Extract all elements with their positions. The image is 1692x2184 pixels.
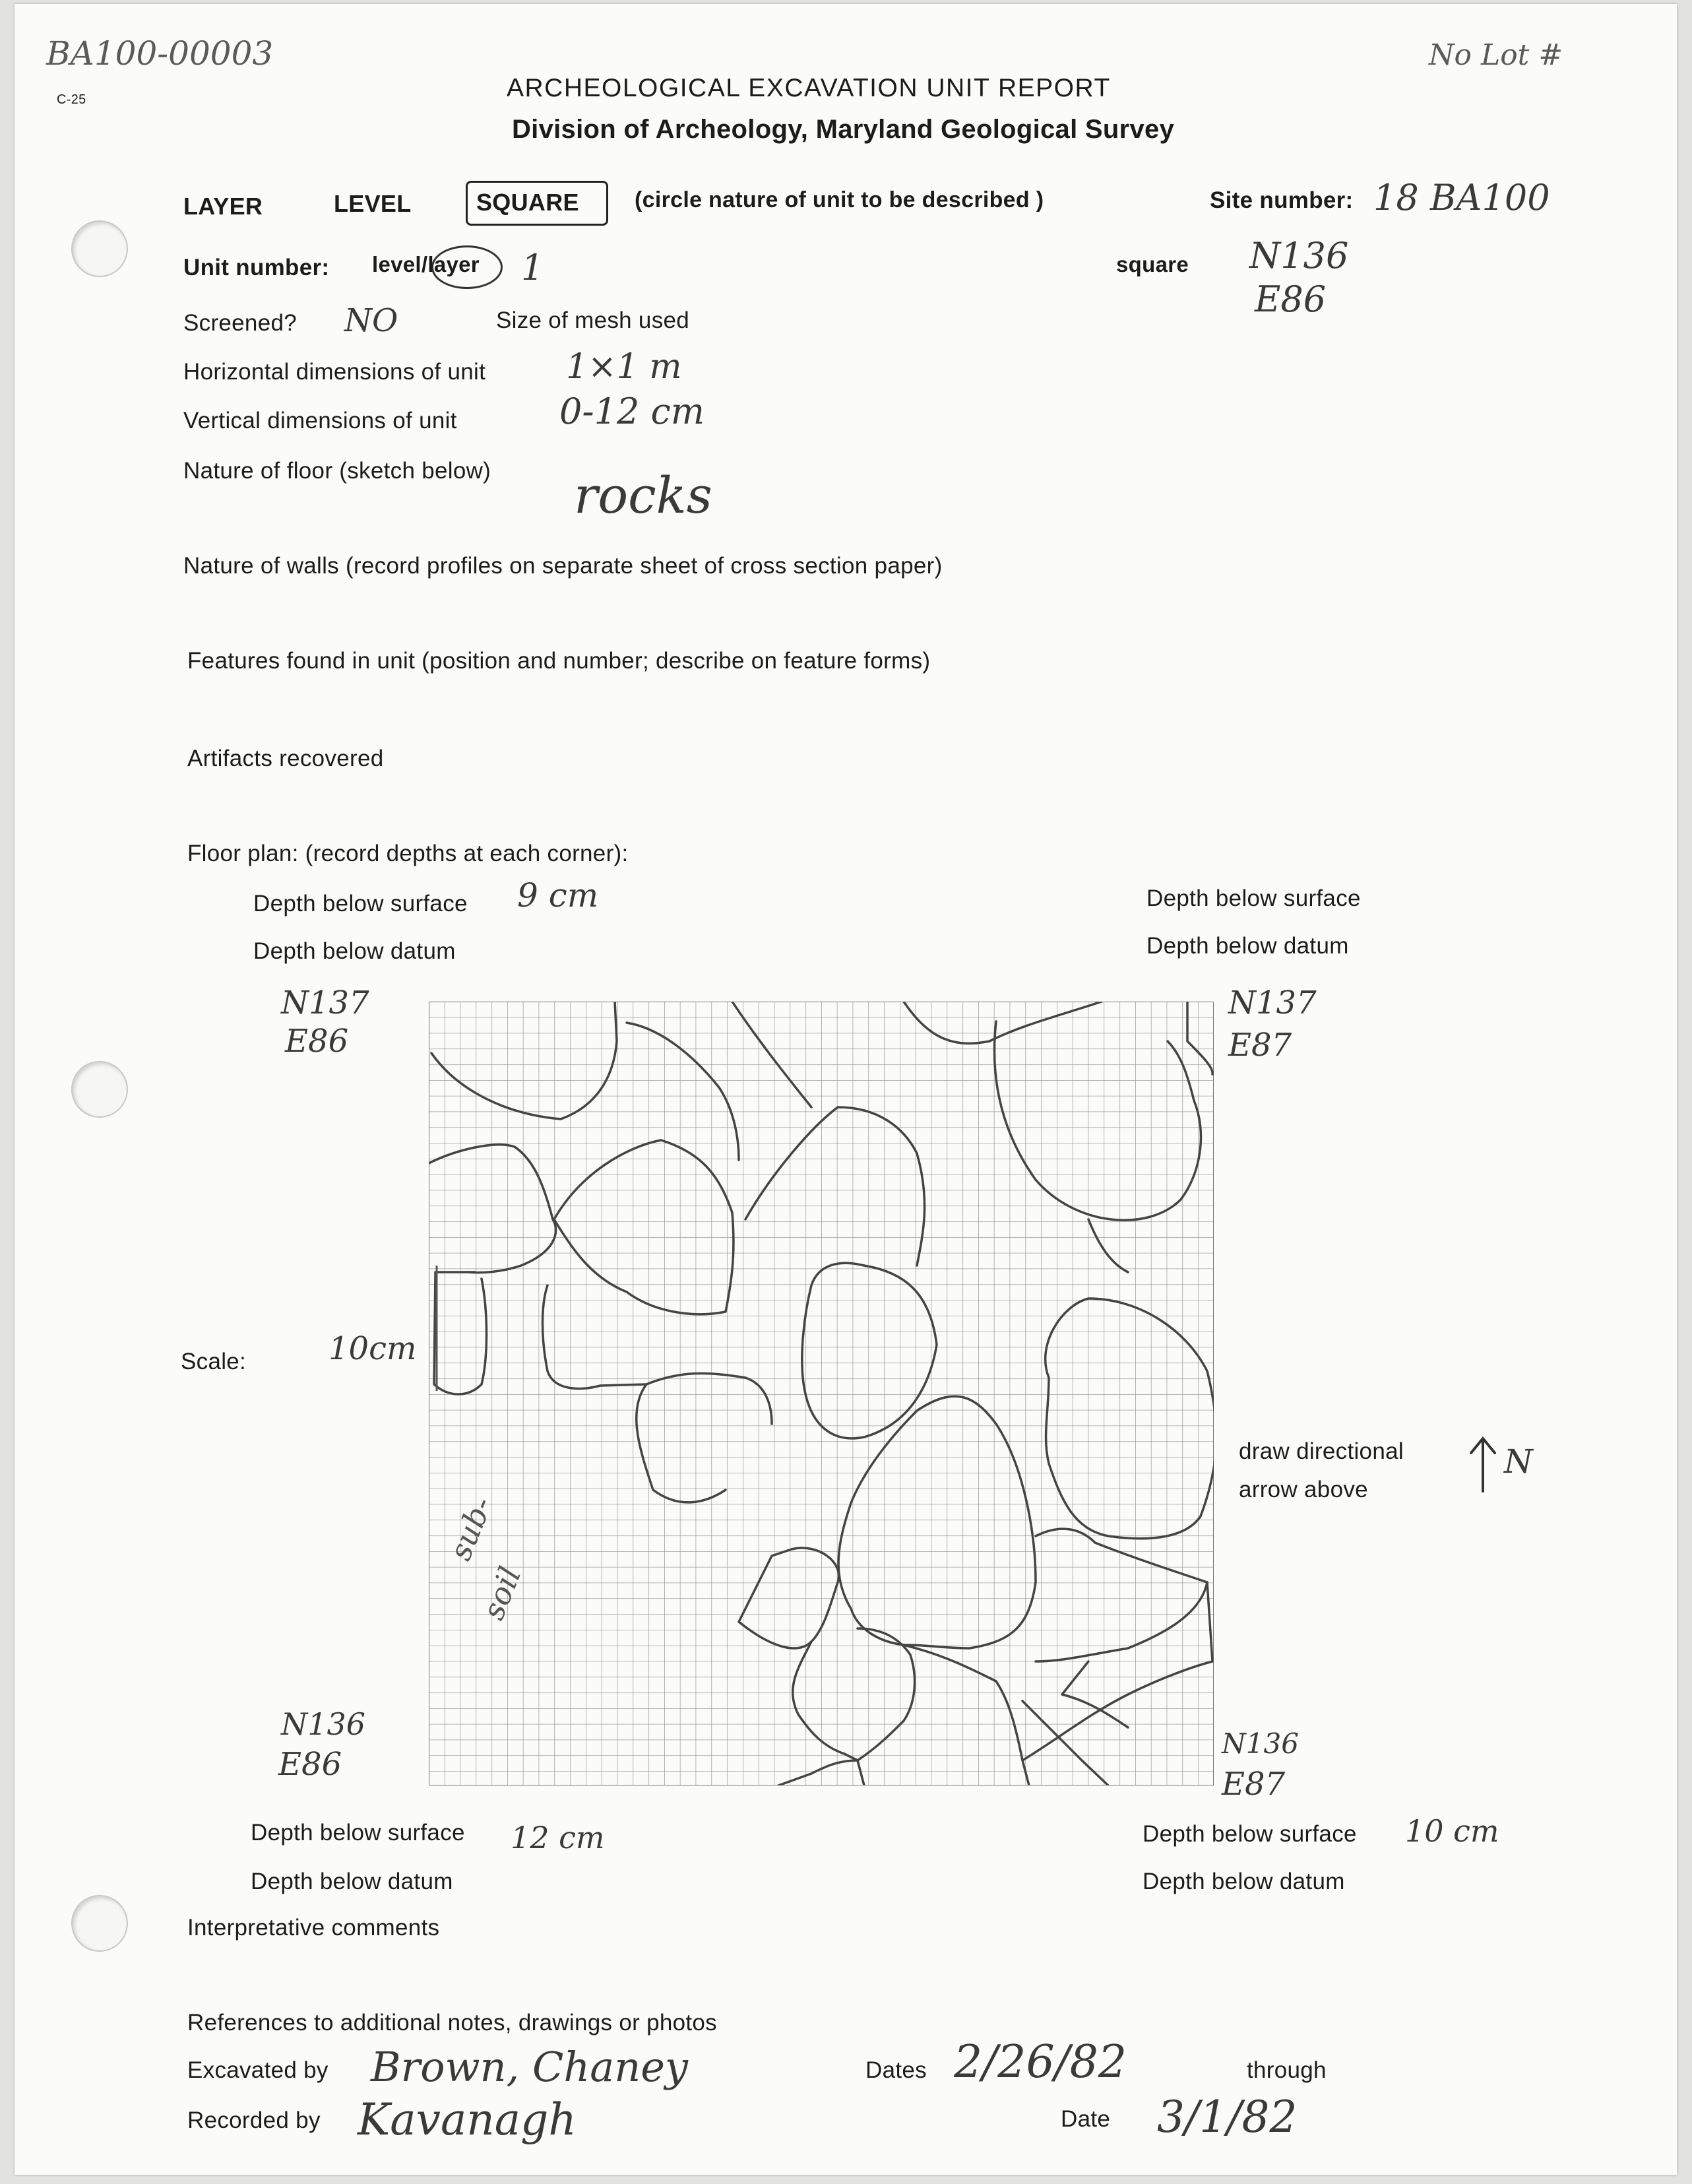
- ne-surface-label: Depth below surface: [1146, 885, 1361, 911]
- sw-surface-value: 12 cm: [511, 1820, 605, 1855]
- mesh-label: Size of mesh used: [496, 307, 690, 333]
- se-north: N136: [1222, 1727, 1299, 1760]
- recorded-label: Recorded by: [187, 2107, 321, 2133]
- sw-east: E86: [278, 1746, 342, 1783]
- nw-datum-label: Depth below datum: [253, 938, 456, 964]
- site-number-label: Site number:: [1210, 187, 1354, 213]
- square-north: N136: [1249, 235, 1349, 276]
- scale-value: 10cm: [329, 1330, 417, 1367]
- sketch-note-sub: sub-: [442, 1491, 499, 1566]
- ne-datum-label: Depth below datum: [1146, 933, 1349, 959]
- punch-hole-top: [71, 220, 128, 277]
- north-label: N: [1504, 1442, 1533, 1481]
- date-value: 3/1/82: [1157, 2092, 1298, 2142]
- document-id: BA100-00003: [46, 34, 274, 73]
- square-east: E86: [1255, 278, 1327, 320]
- horizontal-value: 1×1 m: [566, 347, 682, 387]
- sw-surface-label: Depth below surface: [251, 1820, 465, 1846]
- unit-type-level: LEVEL: [334, 190, 412, 217]
- references-label: References to additional notes, drawings or photos: [187, 2010, 717, 2036]
- punch-hole-middle: [71, 1061, 128, 1118]
- se-east: E87: [1222, 1766, 1286, 1803]
- dates-label: Dates: [865, 2057, 927, 2083]
- unit-type-layer: LAYER: [183, 193, 263, 220]
- direction-line2: arrow above: [1239, 1477, 1368, 1502]
- floor-plan-label: Floor plan: (record depths at each corner):: [187, 841, 629, 866]
- comments-label: Interpretative comments: [187, 1915, 440, 1941]
- report-sheet: [15, 4, 1677, 2175]
- recorded-value: Kavanagh: [358, 2094, 577, 2145]
- floor-value: rocks: [574, 466, 712, 525]
- ne-north: N137: [1228, 984, 1317, 1021]
- nw-north: N137: [281, 984, 369, 1021]
- unit-number-level-layer: level/layer: [372, 252, 480, 276]
- form-code: C-25: [57, 92, 86, 107]
- punch-hole-bottom: [71, 1895, 128, 1952]
- report-title: ARCHEOLOGICAL EXCAVATION UNIT REPORT: [507, 74, 1111, 102]
- unit-number-label: Unit number:: [183, 255, 330, 280]
- horizontal-label: Horizontal dimensions of unit: [183, 359, 486, 385]
- report-subtitle: Division of Archeology, Maryland Geological Survey: [512, 115, 1175, 144]
- unit-type-instruction: (circle nature of unit to be described ): [635, 187, 1044, 212]
- screened-value: NO: [344, 302, 398, 339]
- vertical-value: 0-12 cm: [559, 391, 705, 432]
- sw-datum-label: Depth below datum: [251, 1869, 453, 1894]
- sw-north: N136: [281, 1706, 366, 1742]
- screened-label: Screened?: [183, 310, 297, 336]
- features-label: Features found in unit (position and number; describe on feature forms): [187, 648, 931, 674]
- date-label: Date: [1061, 2106, 1111, 2132]
- walls-label: Nature of walls (record profiles on separate sheet of cross section paper): [183, 553, 943, 579]
- floor-plan-grid: [429, 1002, 1214, 1785]
- ne-east: E87: [1228, 1027, 1292, 1064]
- unit-number-value: 1: [521, 247, 544, 288]
- sketch-note-soil: soil: [475, 1562, 528, 1625]
- se-surface-value: 10 cm: [1405, 1813, 1499, 1849]
- nw-surface-value: 9 cm: [517, 876, 599, 915]
- site-number-value: 18 BA100: [1373, 177, 1550, 218]
- scale-label: Scale:: [181, 1349, 247, 1374]
- nw-surface-label: Depth below surface: [253, 891, 468, 916]
- dates-start: 2/26/82: [954, 2036, 1127, 2088]
- square-label: square: [1116, 252, 1189, 276]
- unit-type-square: SQUARE: [476, 189, 579, 216]
- north-arrow-icon: [1463, 1434, 1503, 1494]
- vertical-label: Vertical dimensions of unit: [183, 408, 457, 434]
- dates-through: through: [1247, 2057, 1327, 2083]
- se-datum-label: Depth below datum: [1143, 1869, 1345, 1894]
- lot-note: No Lot #: [1429, 38, 1563, 72]
- direction-line1: draw directional: [1239, 1438, 1404, 1464]
- artifacts-label: Artifacts recovered: [187, 746, 384, 771]
- floor-label: Nature of floor (sketch below): [183, 458, 491, 484]
- nw-east: E86: [285, 1023, 349, 1060]
- se-surface-label: Depth below surface: [1143, 1821, 1357, 1847]
- excavated-value: Brown, Chaney: [371, 2043, 688, 2091]
- excavated-label: Excavated by: [187, 2057, 329, 2083]
- grid-lines: [429, 1002, 1214, 1785]
